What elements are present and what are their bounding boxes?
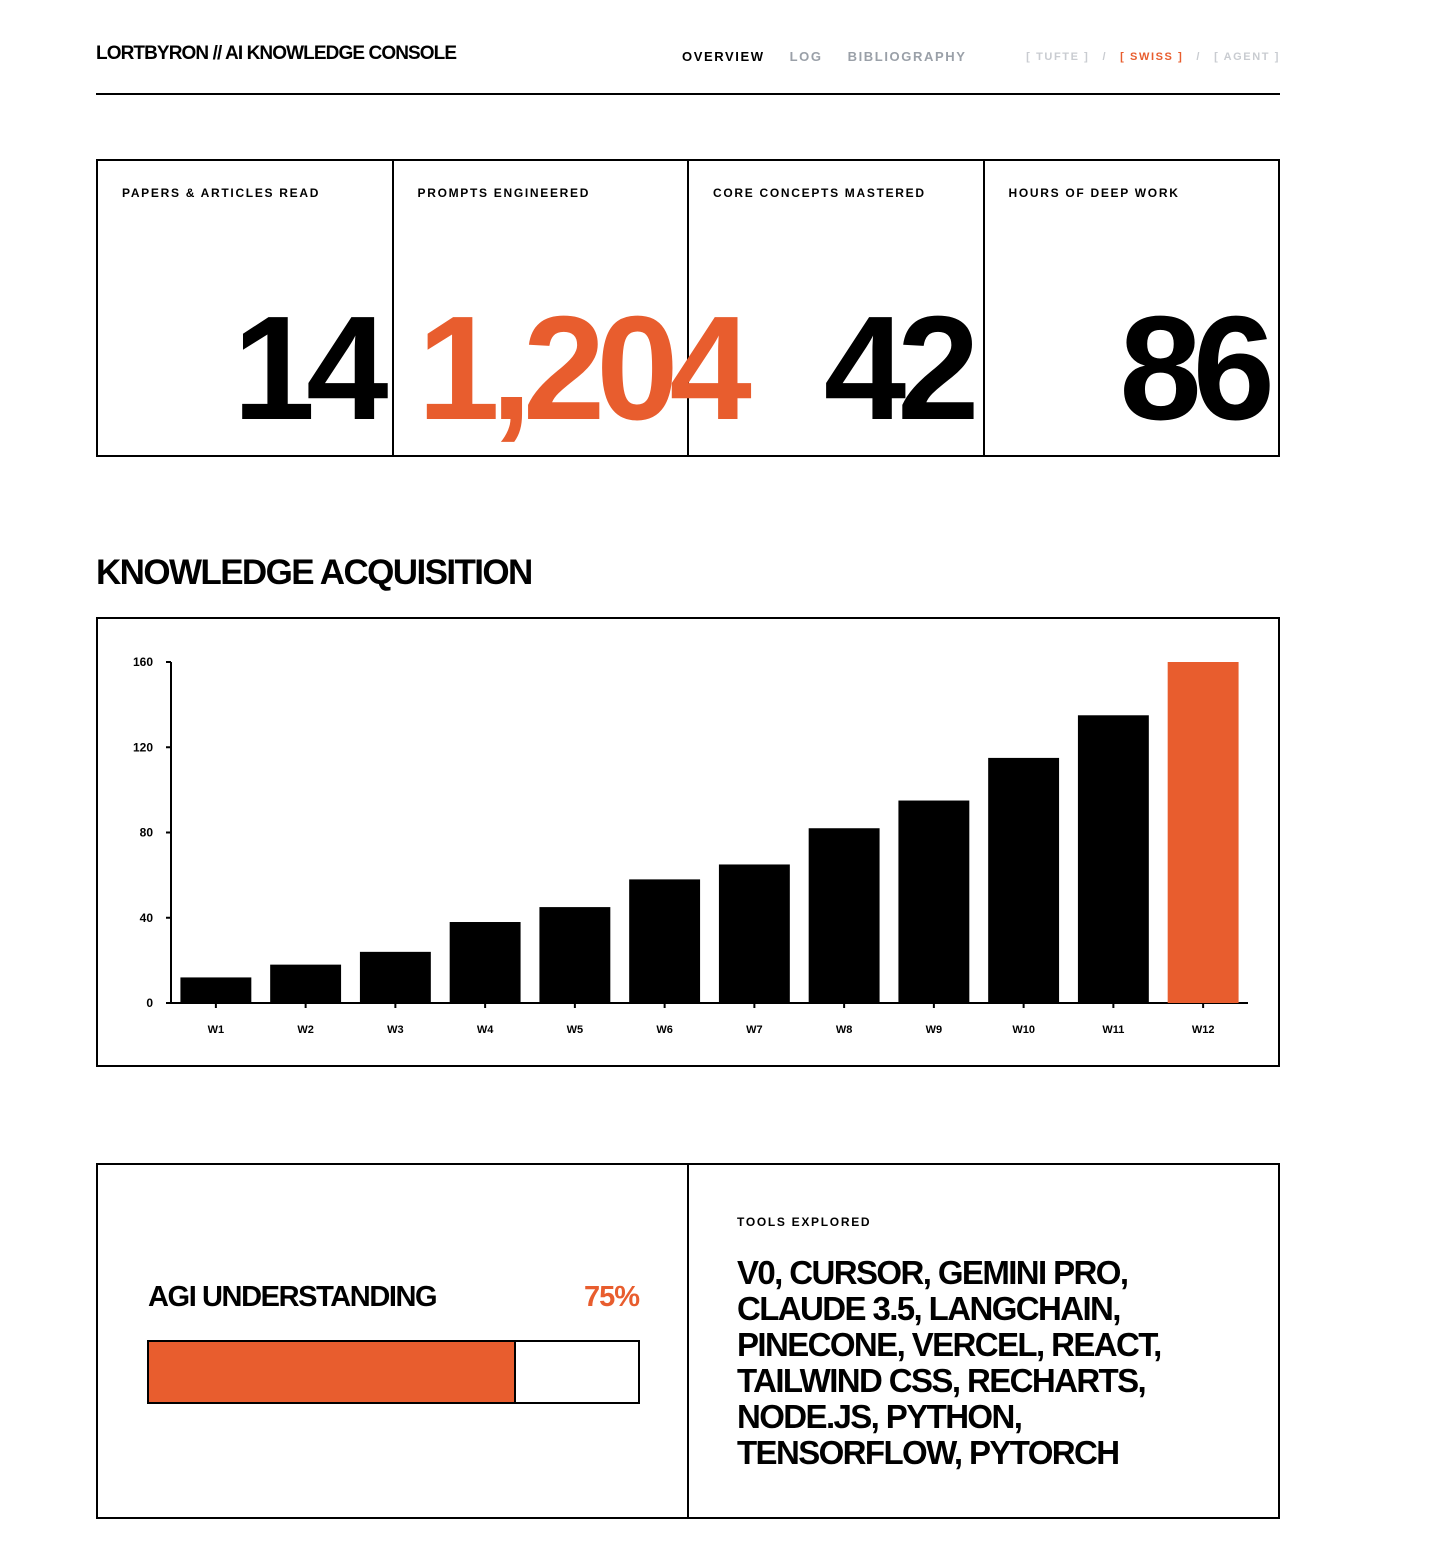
stat-label: CORE CONCEPTS MASTERED <box>713 186 926 200</box>
knowledge-chart-panel <box>96 617 1280 1067</box>
agi-title: AGI UNDERSTANDING <box>148 1281 437 1313</box>
y-tick-label: 160 <box>132 655 153 669</box>
stat-card-hours <box>985 161 1279 455</box>
agi-progress-fill <box>149 1342 516 1402</box>
mode-agent[interactable]: [ AGENT ] <box>1214 51 1280 63</box>
bar-chart <box>98 619 1278 1065</box>
bottom-panels <box>96 1163 1280 1519</box>
x-tick-label: W3 <box>387 1024 404 1036</box>
y-tick-label: 120 <box>132 740 153 755</box>
stat-label: HOURS OF DEEP WORK <box>1008 186 1180 200</box>
stat-card-prompts <box>394 161 743 455</box>
mode-tufte[interactable]: [ TUFTE ] <box>1026 51 1090 63</box>
nav-bibliography[interactable]: BIBLIOGRAPHY <box>847 49 967 64</box>
x-tick-label: W4 <box>476 1024 494 1036</box>
bar-w2[interactable] <box>270 965 341 1003</box>
stat-card-concepts <box>689 161 985 455</box>
mode-separator: / <box>1102 51 1108 63</box>
app-title: LORTBYRON // AI KNOWLEDGE CONSOLE <box>96 43 457 64</box>
bar-w11[interactable] <box>1078 715 1149 1003</box>
bar-w1[interactable] <box>180 977 251 1003</box>
mode-separator: / <box>1196 51 1202 63</box>
bar-w8[interactable] <box>809 828 880 1003</box>
top-header <box>96 40 1280 95</box>
bar-w5[interactable] <box>539 907 610 1003</box>
stat-value: 1,204 <box>417 286 743 451</box>
stat-label: PROMPTS ENGINEERED <box>417 186 591 200</box>
x-tick-label: W7 <box>746 1024 763 1036</box>
theme-switcher <box>1026 51 1280 63</box>
bar-w3[interactable] <box>360 952 431 1003</box>
section-title: KNOWLEDGE ACQUISITION <box>96 553 532 592</box>
agi-panel <box>98 1165 689 1517</box>
bar-w10[interactable] <box>988 758 1059 1003</box>
tools-panel <box>689 1165 1278 1517</box>
y-tick-label: 0 <box>146 996 153 1010</box>
mode-swiss[interactable]: [ SWISS ] <box>1120 51 1184 63</box>
x-tick-label: W5 <box>566 1024 584 1036</box>
x-tick-label: W8 <box>835 1024 853 1036</box>
bar-w9[interactable] <box>898 801 969 1003</box>
stat-label: PAPERS & ARTICLES READ <box>122 186 321 200</box>
main-nav <box>682 49 966 64</box>
x-tick-label: W1 <box>207 1024 225 1036</box>
stat-value: 14 <box>232 286 380 451</box>
bar-w12[interactable] <box>1168 662 1239 1003</box>
stat-value: 86 <box>1119 286 1266 451</box>
x-tick-label: W11 <box>1102 1024 1125 1036</box>
y-tick-label: 40 <box>139 910 153 925</box>
stat-value: 42 <box>823 286 971 451</box>
x-tick-label: W12 <box>1191 1024 1215 1036</box>
agi-percent: 75% <box>583 1281 639 1313</box>
bar-w4[interactable] <box>450 922 521 1003</box>
y-tick-label: 80 <box>139 825 153 840</box>
bar-w7[interactable] <box>719 864 790 1003</box>
agi-progress-bar <box>147 1340 640 1404</box>
stat-card-papers <box>98 161 394 455</box>
x-tick-label: W6 <box>656 1024 673 1036</box>
tools-list: V0, CURSOR, GEMINI PRO, CLAUDE 3.5, LANGCHAIN, PINECONE, VERCEL, REACT, TAILWIND CSS, RECHARTS, NODE.JS, PYTHON, TENSORFLOW, PYTORCH <box>737 1254 1161 1471</box>
bar-w6[interactable] <box>629 879 700 1003</box>
nav-overview[interactable]: OVERVIEW <box>682 49 765 64</box>
nav-log[interactable]: LOG <box>789 49 823 64</box>
x-tick-label: W9 <box>925 1024 943 1036</box>
x-tick-label: W10 <box>1012 1024 1035 1036</box>
x-tick-label: W2 <box>297 1024 314 1036</box>
stats-grid <box>96 159 1280 457</box>
tools-label: TOOLS EXPLORED <box>737 1215 872 1229</box>
